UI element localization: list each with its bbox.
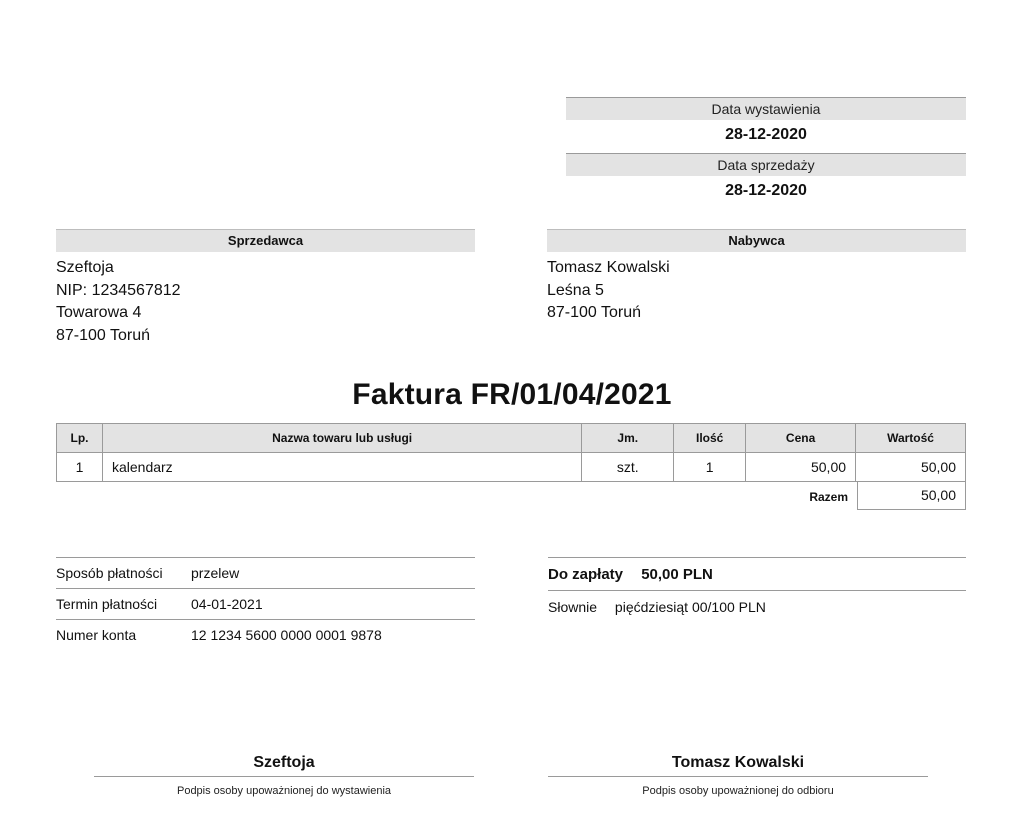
payment-term-value: 04-01-2021: [191, 596, 263, 612]
seller-signature-caption: Podpis osoby upoważnionej do wystawienia: [176, 785, 392, 797]
amount-words-label: Słownie: [548, 599, 598, 615]
col-header-value: Wartość: [856, 424, 966, 453]
col-header-price: Cena: [746, 424, 856, 453]
col-header-name: Nazwa towaru lub usługi: [102, 424, 581, 453]
seller-heading: Sprzedawca: [56, 229, 475, 252]
items-table: [56, 423, 966, 482]
total-value: 50,00: [920, 487, 956, 503]
amount-due-block: [548, 557, 966, 621]
buyer-signature: [548, 750, 928, 797]
table-row: [57, 453, 966, 482]
payment-term-label: Termin płatności: [56, 596, 158, 612]
total-label: Razem: [809, 490, 848, 504]
issue-date-value: 28-12-2020: [725, 126, 807, 143]
seller-signature-name: Szeftoja: [94, 750, 474, 777]
buyer-street: Leśna 5: [547, 281, 604, 299]
buyer-city: 87-100 Toruń: [547, 304, 641, 321]
total-cell: [857, 481, 966, 510]
payment-method-row: [56, 557, 475, 588]
amount-due-value: 50,00 PLN: [641, 566, 713, 583]
cell-name: kalendarz: [102, 453, 581, 482]
sale-date-block: [566, 153, 966, 209]
amount-words-row: [548, 591, 966, 621]
cell-unit: szt.: [582, 453, 674, 482]
cell-value: 50,00: [856, 453, 966, 482]
buyer-heading: Nabywca: [547, 229, 966, 252]
account-number-label: Numer konta: [56, 627, 137, 643]
seller-signature: [94, 750, 474, 797]
buyer-block: [547, 229, 966, 325]
table-header-row: [57, 424, 966, 453]
cell-price: 50,00: [746, 453, 856, 482]
account-number-row: [56, 619, 475, 650]
col-header-lp: Lp.: [57, 424, 103, 453]
payment-method-value: przelew: [191, 565, 240, 581]
seller-name: Szeftoja: [56, 259, 114, 276]
seller-nip: NIP: 1234567812: [56, 281, 181, 299]
sale-date-label: Data sprzedaży: [566, 153, 966, 176]
cell-lp: 1: [57, 453, 103, 482]
seller-street: Towarowa 4: [56, 304, 142, 321]
payment-term-row: [56, 588, 475, 619]
cell-qty: 1: [674, 453, 746, 482]
buyer-signature-name: Tomasz Kowalski: [548, 750, 928, 777]
seller-city: 87-100 Toruń: [56, 326, 150, 344]
col-header-unit: Jm.: [582, 424, 674, 453]
payment-method-label: Sposób płatności: [56, 565, 163, 581]
invoice-title: Faktura FR/01/04/2021: [352, 378, 672, 411]
amount-due-label: Do zapłaty: [548, 566, 624, 583]
col-header-qty: Ilość: [674, 424, 746, 453]
buyer-name: Tomasz Kowalski: [547, 259, 670, 276]
payment-block: [56, 557, 475, 650]
issue-date-label: Data wystawienia: [566, 97, 966, 120]
amount-due-row: [548, 557, 966, 591]
seller-block: [56, 229, 475, 347]
amount-words-value: pięćdziesiąt 00/100 PLN: [614, 599, 766, 615]
account-number-value: 12 1234 5600 0000 0001 9878: [191, 627, 382, 643]
sale-date-value: 28-12-2020: [725, 182, 807, 199]
issue-date-block: [566, 97, 966, 153]
buyer-signature-caption: Podpis osoby upoważnionej do odbioru: [642, 785, 834, 797]
